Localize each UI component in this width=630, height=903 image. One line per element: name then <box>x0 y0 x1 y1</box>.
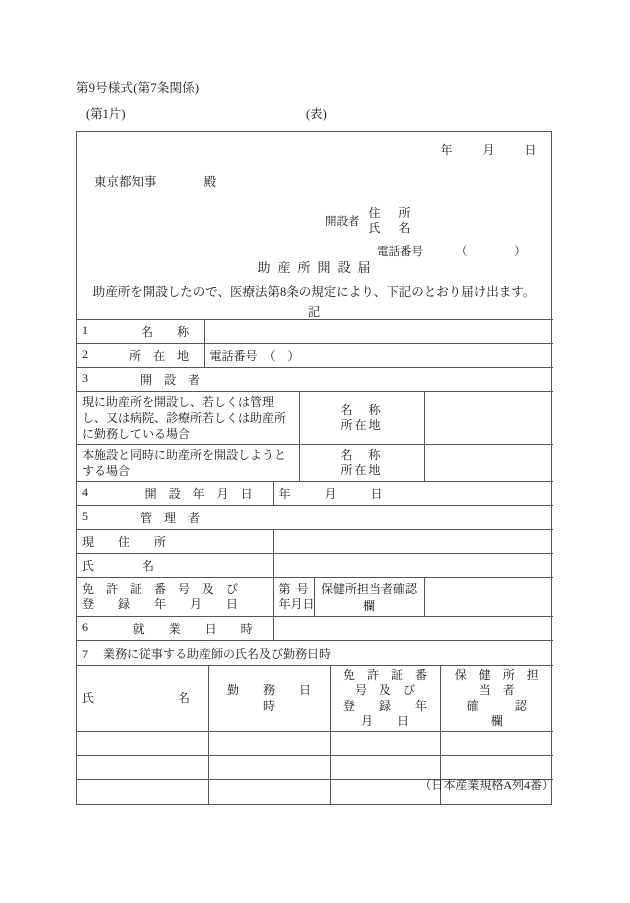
sub2-name-label: 名 称 <box>340 447 383 462</box>
sub1-name-label: 名 称 <box>340 402 383 417</box>
form-container <box>76 131 563 805</box>
staff-cell-license[interactable] <box>330 732 440 756</box>
date-year-label: 年 <box>440 143 453 157</box>
establish-day-label: 日 <box>370 487 384 502</box>
row-establish-date <box>77 482 553 506</box>
license-label-line2: 登 録 年 月 日 <box>82 597 239 612</box>
license-year-label: 年 <box>278 597 291 612</box>
row-founder-simultaneous <box>77 445 553 482</box>
row-name-label: 名 称 <box>141 325 190 339</box>
staff-cell-schedule[interactable] <box>208 756 330 780</box>
row-work-schedule-value[interactable] <box>273 617 553 641</box>
date-day-label: 日 <box>524 143 537 157</box>
telephone-label: 電話番号 <box>377 246 423 258</box>
row-founder-number: 3 <box>82 371 88 385</box>
row-work-schedule-label-cell <box>77 617 273 641</box>
sheet-label: (第1片) <box>86 107 126 121</box>
founder-address-label: 住 所 <box>368 206 414 220</box>
sheet-side-heading <box>86 104 552 122</box>
staff-header-schedule: 勤 務 日 時 <box>208 665 330 731</box>
row-manager-name-value[interactable] <box>273 554 553 578</box>
paper-size-note: （日本産業規格A列4番） <box>419 778 554 792</box>
row-founder-current-text: 現に助産所を開設し、若しくは管理し、又は病院、診療所若しくは助産所に勤務している場合 <box>77 392 299 445</box>
row-staff-heading-cell <box>77 641 553 665</box>
row-location-number: 2 <box>82 347 88 361</box>
health-center-confirm-value[interactable] <box>424 578 553 617</box>
row-establish-date-label-cell <box>77 482 273 506</box>
row-staff-label: 業務に従事する助産師の氏名及び勤務日時 <box>103 646 332 661</box>
row-establish-date-label: 開 設 年 月 日 <box>144 487 253 502</box>
founder-block <box>325 206 414 237</box>
row-founder-current <box>77 392 553 445</box>
row-location-label-cell <box>77 344 204 368</box>
row-founder-current-value[interactable] <box>424 392 553 445</box>
row-name-label-cell <box>77 320 204 344</box>
license-month-label: 月 <box>290 597 303 612</box>
row-name-value[interactable] <box>204 320 553 344</box>
row-manager-address-label-cell <box>77 530 273 554</box>
establish-year-label: 年 <box>278 487 292 502</box>
row-founder-simultaneous-fields <box>299 445 424 482</box>
row-work-schedule <box>77 617 553 641</box>
row-manager-name-label: 氏 名 <box>82 559 155 574</box>
row-founder-label: 開 設 者 <box>139 373 200 387</box>
form-number-heading: 第9号様式(第7条関係) <box>76 81 200 95</box>
license-gou-label: 号 <box>296 581 309 596</box>
row-manager-address <box>77 530 553 554</box>
staff-cell-name[interactable] <box>77 732 208 756</box>
establish-month-label: 月 <box>324 487 338 502</box>
row-name-number: 1 <box>82 323 88 337</box>
row-license-label-cell <box>77 578 273 617</box>
row-work-schedule-label: 就 業 日 時 <box>132 622 253 637</box>
row-founder-current-fields <box>299 392 424 445</box>
staff-header-name: 氏 名 <box>77 665 208 731</box>
addressee-honorific: 殿 <box>203 175 217 189</box>
license-day-label: 日 <box>302 597 315 612</box>
row-staff-number: 7 <box>82 646 88 661</box>
row-founder-label-cell <box>77 368 553 392</box>
row-location <box>77 344 553 368</box>
staff-cell-confirm[interactable] <box>440 732 553 756</box>
addressee-name: 東京都知事 <box>94 175 157 189</box>
ki-mark: 記 <box>307 305 321 319</box>
row-name <box>77 320 553 344</box>
submission-date-line <box>440 141 537 158</box>
sub2-location-label: 所在地 <box>340 463 383 478</box>
staff-cell-schedule[interactable] <box>208 780 330 804</box>
staff-cell-name[interactable] <box>77 780 208 804</box>
row-manager-number: 5 <box>82 509 88 524</box>
row-manager-address-value[interactable] <box>273 530 553 554</box>
license-label-line1: 免 許 証 番 号 及 び <box>82 582 239 597</box>
staff-table-header-row <box>77 665 553 731</box>
row-manager-address-label: 現 住 所 <box>82 535 167 550</box>
telephone-parens: （ ） <box>455 246 534 258</box>
date-month-label: 月 <box>482 143 495 157</box>
row-license-value[interactable] <box>273 578 314 617</box>
staff-cell-name[interactable] <box>77 756 208 780</box>
founder-label: 開設者 <box>325 216 360 229</box>
row-staff-heading <box>77 641 553 665</box>
license-dai-label: 第 <box>278 581 291 596</box>
row-manager-name-label-cell <box>77 554 273 578</box>
row-license <box>77 578 553 617</box>
health-center-confirm-label: 保健所担当者確認欄 <box>314 578 424 617</box>
staff-header-confirm: 保 健 所 担 当 者 確 認 欄 <box>440 665 553 731</box>
row-establish-date-number: 4 <box>82 485 88 500</box>
row-manager-label-cell <box>77 506 553 530</box>
row-founder <box>77 368 553 392</box>
side-label: (表) <box>306 107 327 121</box>
form-grid <box>77 319 553 665</box>
row-founder-simultaneous-text: 本施設と同時に助産所を開設しようとする場合 <box>77 445 299 482</box>
row-work-schedule-number: 6 <box>82 620 88 635</box>
row-location-label: 所 在 地 <box>129 349 190 363</box>
form-preamble <box>77 132 551 319</box>
staff-cell-schedule[interactable] <box>208 732 330 756</box>
row-founder-simultaneous-value[interactable] <box>424 445 553 482</box>
founder-name-label: 氏 名 <box>368 221 414 236</box>
row-establish-date-value[interactable] <box>273 482 553 506</box>
staff-table-row <box>77 732 553 756</box>
sub1-location-label: 所在地 <box>340 418 383 433</box>
form-statement: 助産所を開設したので、医療法第8条の規定により、下記のとおり届け出ます。 <box>92 285 536 299</box>
row-location-value[interactable]: 電話番号 （ ） <box>204 344 553 368</box>
addressee-line <box>94 172 216 190</box>
staff-header-license: 免 許 証 番 号 及 び 登 録 年 月 日 <box>330 665 440 731</box>
row-manager-label: 管 理 者 <box>139 511 200 526</box>
row-manager-name <box>77 554 553 578</box>
form-title: 助産所開設届 <box>257 260 378 275</box>
row-manager <box>77 506 553 530</box>
